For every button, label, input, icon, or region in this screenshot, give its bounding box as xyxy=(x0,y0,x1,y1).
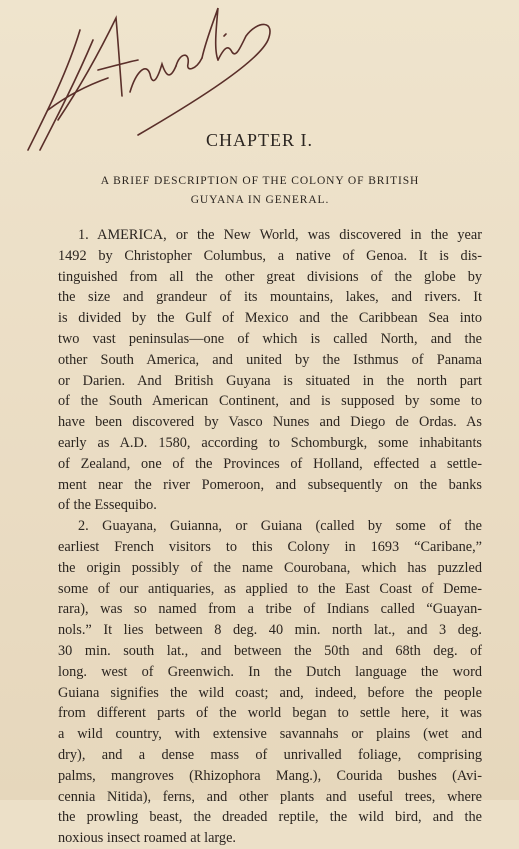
text-line: have been discovered by Vasco Nunes and Diego de Ordas. As xyxy=(58,414,482,431)
text-line: the origin possibly of the name Courobana, which has puzzled xyxy=(58,559,482,576)
text-line: of the South American Continent, and is supposed by some to xyxy=(58,393,482,410)
text-line: ment near the river Pomeroon, and subsequently on the banks xyxy=(58,476,482,493)
text-line: other South America, and united by the Isthmus of Panama xyxy=(58,351,482,368)
text-line: dry), and a dense mass of unrivalled foliage, comprising xyxy=(58,746,482,763)
text-line: earliest French visitors to this Colony in 1693 “Caribane,” xyxy=(58,538,482,555)
text-line: 30 min. south lat., and between the 50th and 68th deg. of xyxy=(58,642,482,659)
text-line: of the Essequibo. xyxy=(58,497,157,514)
text-line: nols.” It lies between 8 deg. 40 min. north lat., and 3 deg. xyxy=(58,622,482,639)
text-line: the prowling beast, the dreaded reptile, the wild bird, and the xyxy=(58,809,482,826)
text-line: or Darien. And British Guyana is situated in the north part xyxy=(58,372,482,389)
text-line: tinguished from all the other great divisions of the globe by xyxy=(58,268,482,285)
chapter-title: CHAPTER I. xyxy=(205,130,313,150)
text-line: the size and grandeur of its mountains, lakes, and rivers. It xyxy=(58,289,482,306)
text-line: long. west of Greenwich. In the Dutch language the word xyxy=(58,663,482,680)
text-line: rara), was so named from a tribe of Indians called “Guayan- xyxy=(58,601,482,618)
paragraph-1 xyxy=(58,225,482,516)
text-line: some of our antiquaries, as applied to the East Coast of Deme- xyxy=(58,580,482,597)
text-line: 1. AMERICA, or the New World, was discovered in the year xyxy=(78,227,482,243)
text-line: palms, mangroves (Rhizophora Mang.), Courida bushes (Avi- xyxy=(58,767,482,784)
text-line: early as A.D. 1580, according to Schomburgk, some inhabitants xyxy=(58,434,482,451)
text-line: cennia Nitida), ferns, and other plants and useful trees, where xyxy=(58,788,482,805)
text-line: noxious insect roamed at large. xyxy=(58,830,236,847)
heading-line: GUYANA IN GENERAL. xyxy=(190,194,330,206)
text-line: Guiana signifies the wild coast; and, indeed, before the people xyxy=(58,684,482,701)
section-heading xyxy=(40,172,480,210)
paragraph-2 xyxy=(58,516,482,849)
text-line: two vast peninsulas—one of which is called North, and the xyxy=(58,330,482,347)
text-line: 1492 by Christopher Columbus, a native of Genoa. It is dis- xyxy=(58,247,482,264)
body-text xyxy=(58,225,482,849)
text-line: from different parts of the world began to settle here, it was xyxy=(58,705,482,722)
text-line: a wild country, with extensive savannahs or plains (wet and xyxy=(58,726,482,743)
text-line: of Zealand, one of the Provinces of Holland, effected a settle- xyxy=(58,455,482,472)
text-line: 2. Guayana, Guianna, or Guiana (called by some of the xyxy=(78,518,482,535)
text-line: is divided by the Gulf of Mexico and the Caribbean Sea into xyxy=(58,310,482,327)
heading-line: A BRIEF DESCRIPTION OF THE COLONY OF BRITISH xyxy=(100,175,420,187)
